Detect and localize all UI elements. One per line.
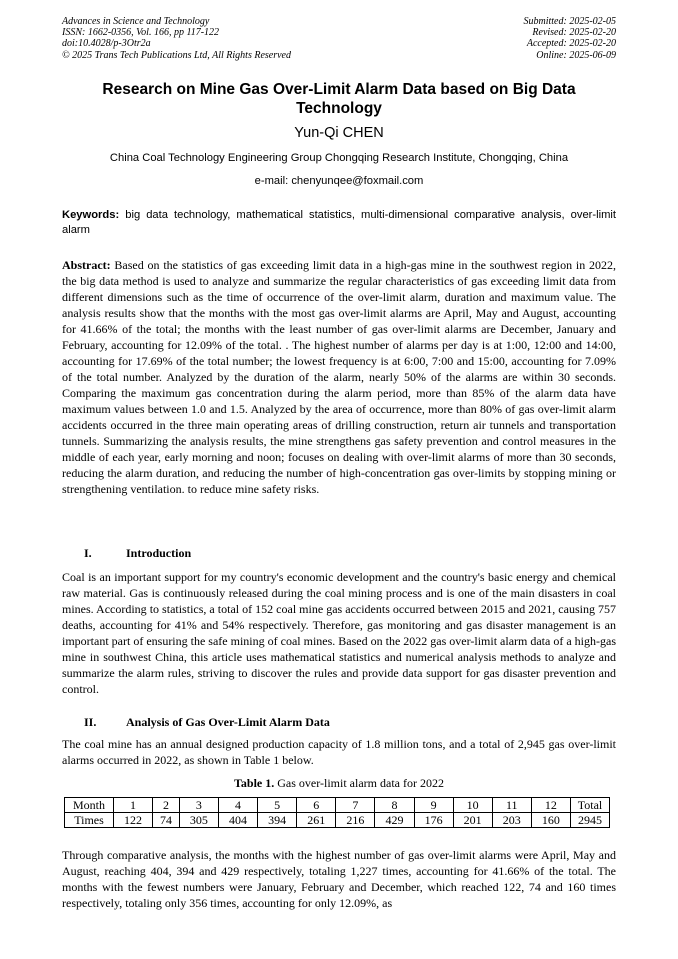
paper-title: Research on Mine Gas Over-Limit Alarm Data based on Big Data Technology (102, 81, 576, 117)
author-affiliation: China Coal Technology Engineering Group Chongqing Research Institute, Chongqing, China (109, 152, 569, 164)
table-cell: 122 (114, 813, 153, 828)
journal-info (62, 16, 291, 61)
table-cell: 9 (414, 798, 453, 813)
keywords-text: big data technology, mathematical statistics, multi-dimensional comparative analysis, over-limit alarm (62, 209, 616, 236)
table-cell: 160 (531, 813, 570, 828)
table-cell: 12 (531, 798, 570, 813)
table-cell: 404 (218, 813, 257, 828)
author-name: Yun-Qi CHEN (294, 125, 384, 141)
author-email: e-mail: chenyunqee@foxmail.com (254, 175, 424, 187)
table-caption-label: Table 1. (234, 776, 275, 790)
keywords (62, 208, 616, 238)
abstract (62, 257, 616, 497)
section-title: Introduction (126, 546, 192, 560)
date-accepted: Accepted: 2025-02-20 (526, 38, 616, 50)
table-cell: 2 (153, 798, 180, 813)
table-cell: 11 (492, 798, 531, 813)
date-online: Online: 2025-06-09 (536, 49, 616, 61)
publication-dates (524, 16, 617, 61)
table-cell: 3 (179, 798, 218, 813)
table-cell: Total (571, 798, 610, 813)
analysis-body: The coal mine has an annual designed production capacity of 1.8 million tons, and a total of 2,945 gas over-limit alarms occurred in 2022, as shown in Table 1 below. (62, 737, 616, 767)
table-cell: 5 (258, 798, 297, 813)
section-title: Analysis of Gas Over-Limit Alarm Data (126, 715, 330, 729)
table-cell: 2945 (571, 813, 610, 828)
table-cell: 201 (453, 813, 492, 828)
table-cell: 1 (114, 798, 153, 813)
table-cell: 203 (492, 813, 531, 828)
journal-doi: doi:10.4028/p-3Otr2a (62, 38, 151, 50)
table-cell: 394 (258, 813, 297, 828)
abstract-label: Abstract: (62, 258, 111, 272)
date-submitted: Submitted: 2025-02-05 (523, 16, 616, 27)
introduction-body: Coal is an important support for my country's economic development and the country's basic energy and chemical raw material. Gas is continuously released during the coal mining process and is one of the main disasters in coal mines. According to statistics, a total of 152 coal mine gas accidents occurred between 2015 and 2021, causing 757 deaths, accounting for 41% and 54% respectively. Therefore, gas monitoring and gas disaster management is an important part of ensuring the safe mining of coal mines. Based on the 2022 gas over-limit alarm data of a high-gas mine in southwest China, this article uses mathematical statistics and numerical analysis methods to analyze and summarize the alarm rules, striving to discover the rules and provide data support for gas disaster prevention and control. (62, 570, 616, 696)
section-heading-analysis (84, 714, 330, 730)
table-cell: 305 (179, 813, 218, 828)
alarm-data-table (64, 797, 610, 828)
table-row-month (65, 798, 610, 813)
table-cell: 429 (375, 813, 414, 828)
table-caption-text: Gas over-limit alarm data for 2022 (274, 776, 444, 790)
table-cell: Times (65, 813, 114, 828)
section-heading-introduction (84, 545, 191, 561)
table-cell: 216 (336, 813, 375, 828)
abstract-text: Based on the statistics of gas exceeding limit data in a high-gas mine in the southwest region in 2022, the big data method is used to analyze and summarize the regular characteristics of gas exceeding limit data from different dimensions such as the time of occurrence of the over-limit alarm, duration and maximum value. The analysis results show that the months with the most gas over-limit alarms are April, May and August, accounting for 41.66% of the total; the months with the least number of gas over-limit alarms are December, January and February, accounting for 12.09% of the total. . The highest number of alarms per day is at 1:00, 12:00 and 14:00, accounting for 17.69% of the total number; the lowest frequency is at 6:00, 7:00 and 15:00, accounting for 7.09% of the total number. Analyzed by the duration of the alarm, nearly 50% of the alarms are within 30 seconds. Comparing the maximum gas concentration during the alarm period, more than 85% of the alarm data have maximum values between 1.0 and 1.5. Analyzed by the area of occurrence, more than 80% of gas over-limit alarm accidents occurred in the three main operating areas of drilling construction, return air tunnels and transportation tunnels. Summarizing the analysis results, the mine strengthens gas safety prevention and control measures in the middle of each year, early morning and noon; focuses on dealing with over-limit alarms of more than 30 seconds, reducing the alarm duration, and reducing the number of high-concentration gas over-limits by stopping mining or strengthening ventilation. to reduce mine safety risks. (62, 258, 616, 496)
table-cell: 176 (414, 813, 453, 828)
table-cell: 10 (453, 798, 492, 813)
section-number: II. (84, 715, 97, 729)
journal-copyright: © 2025 Trans Tech Publications Ltd, All Rights Reserved (62, 49, 291, 61)
table-caption (62, 775, 616, 791)
table-cell: 8 (375, 798, 414, 813)
section-number: I. (84, 546, 92, 560)
table-cell: 261 (297, 813, 336, 828)
table-cell: 74 (153, 813, 180, 828)
date-revised: Revised: 2025-02-20 (532, 27, 616, 39)
table-cell: 7 (336, 798, 375, 813)
table-row-times (65, 813, 610, 828)
table-cell: Month (65, 798, 114, 813)
table-cell: 6 (297, 798, 336, 813)
comparative-analysis-paragraph: Through comparative analysis, the months with the highest number of gas over-limit alarms were April, May and August, reaching 404, 394 and 429 respectively, totaling 1,227 times, accounting for 41.66% of the total. The months with the fewest numbers were January, February and December, which reached 122, 74 and 160 times respectively, totaling only 356 times, accounting for only 12.09%, as (62, 848, 616, 910)
journal-issn: ISSN: 1662-0356, Vol. 166, pp 117-122 (62, 27, 220, 39)
journal-name: Advances in Science and Technology (62, 16, 210, 27)
keywords-label: Keywords: (62, 209, 120, 221)
table-cell: 4 (218, 798, 257, 813)
